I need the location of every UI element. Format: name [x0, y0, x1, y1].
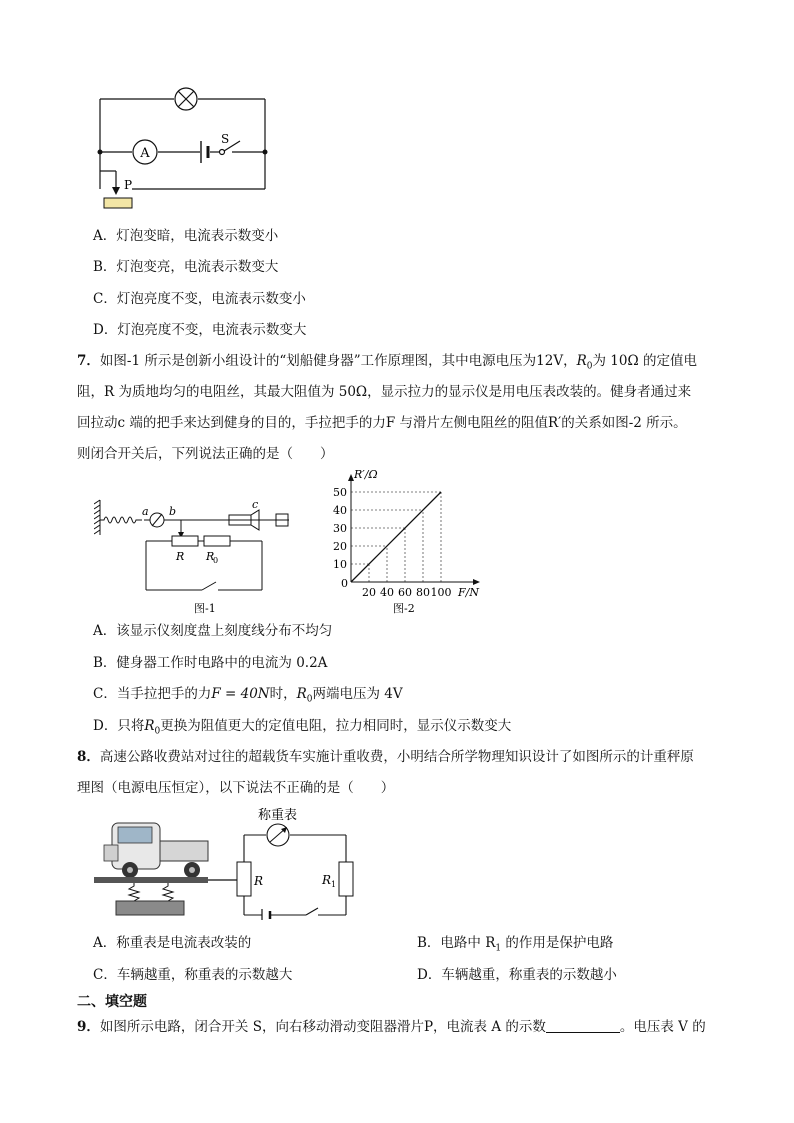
- label-r0: R: [206, 550, 215, 563]
- section-title: 二、填空题: [77, 994, 147, 1010]
- switch-symbol: [202, 582, 216, 590]
- label-a: a: [142, 505, 149, 518]
- q8-weighing-diagram: [94, 805, 364, 920]
- figure-1-caption: 图-1: [194, 602, 216, 615]
- label-r1-sub: 1: [331, 880, 337, 889]
- q7-figure-1: [94, 490, 300, 620]
- q7-stem-line4: 则闭合开关后，下列说法正确的是（ ）: [77, 446, 334, 462]
- y-tick-label: 30: [333, 522, 347, 535]
- q9-text: 如图所示电路，闭合开关 S，向右移动滑动变阻器滑片P，电流表 A 的示数: [99, 1019, 546, 1035]
- q9-number: 9．: [77, 1019, 100, 1035]
- q8-text: 高速公路收费站对过往的超载货车实施计重收费，小明结合所学物理知识设计了如图所示的计重秤原: [99, 749, 694, 765]
- spring-symbol: [100, 517, 142, 523]
- resistor-r-symbol: [172, 536, 198, 546]
- q7-text: 如图-1 所示是创新小组设计的“划船健身器”工作原理图，其中电源电压为12V，: [99, 353, 577, 369]
- q6-circuit-diagram: [90, 85, 280, 215]
- y-tick-label: 50: [333, 486, 347, 499]
- formula-f: F = 40N: [211, 686, 270, 702]
- q6-option-a: A．灯泡变暗，电流表示数变小: [93, 228, 279, 244]
- q7-option-a: A．该显示仪刻度盘上刻度线分布不均匀: [93, 623, 333, 639]
- label-c: c: [252, 498, 259, 511]
- q8-stem-line1: [77, 747, 694, 767]
- q7-option-d: D．只将$R_0$更换为阻值更大的定值电阻，拉力相同时，显示仪示数变大: [93, 718, 512, 737]
- q6-option-c: C．灯泡亮度不变，电流表示数变小: [93, 291, 306, 307]
- x-axis-label: F/N: [458, 586, 479, 599]
- label-r0-sub: 0: [213, 556, 219, 565]
- x-tick-label: 80: [416, 586, 430, 599]
- q8-option-b: B．电路中 $R_1$ 的作用是保护电路: [417, 935, 614, 954]
- weighing-meter-label: 称重表: [258, 808, 298, 823]
- q8-number: 8．: [77, 749, 100, 765]
- q8-option-c: C．车辆越重，称重表的示数越大: [93, 967, 293, 983]
- q7-stem-line2: 阻，R 为质地均匀的电阻丝，其最大阻值为 50Ω，显示拉力的显示仪是用电压表改装的。健身者通过来: [77, 384, 692, 400]
- x-tick-label: 60: [398, 586, 412, 599]
- q7-stem-line1: [77, 351, 697, 377]
- x-tick-label: 20: [362, 586, 376, 599]
- switch-symbol: [220, 132, 241, 155]
- q7-option-b: B．健身器工作时电路中的电流为 0.2A: [93, 655, 328, 671]
- x-axis-arrow-icon: [473, 579, 480, 585]
- q6-option-b: B．灯泡变亮，电流表示数变大: [93, 259, 279, 275]
- q7-number: 7．: [77, 353, 100, 369]
- q7-r0-sub: 0: [586, 361, 593, 372]
- q8-option-a: A．称重表是电流表改装的: [93, 935, 252, 951]
- q8-stem-line2: 理图（电源电压恒定），以下说法不正确的是（ ）: [77, 780, 395, 796]
- y-tick-label: 10: [333, 558, 347, 571]
- q6-option-d: D．灯泡亮度不变，电流表示数变大: [93, 322, 307, 338]
- label-r1: R: [322, 873, 332, 887]
- ammeter-label: A: [140, 146, 150, 161]
- truck-illustration: [104, 823, 208, 878]
- ammeter-symbol: [133, 140, 157, 164]
- q8-option-d: D．车辆越重，称重表的示数越小: [417, 967, 617, 983]
- chart-data-line: [351, 492, 441, 582]
- y-tick-label: 40: [333, 504, 347, 517]
- label-r: R: [254, 874, 264, 888]
- slider-arrow-icon: [112, 187, 120, 195]
- figure-2-caption: 图-2: [393, 602, 415, 615]
- q7-option-c: C．当手拉把手的力F = 40N时，$R_0$两端电压为 4V: [93, 686, 403, 705]
- origin-label: 0: [341, 577, 348, 590]
- lamp-symbol: [175, 88, 197, 110]
- q7-text: 为 10Ω 的定值电: [592, 353, 697, 369]
- resistor-r-symbol: [237, 862, 251, 896]
- q7-stem-line3: 回拉动c 端的把手来达到健身的目的，手拉把手的力F 与滑片左侧电阻丝的阻值R′的关系如图-2 所示。: [77, 415, 687, 431]
- q9-text: 。电压表 V 的: [619, 1019, 706, 1035]
- resistor-r0-symbol: [204, 536, 230, 546]
- answer-blank[interactable]: [546, 1018, 620, 1033]
- switch-label: S: [221, 132, 230, 146]
- x-tick-label: 100: [430, 586, 452, 599]
- junction-dot: [98, 150, 103, 155]
- resistor-r1-symbol: [339, 862, 353, 896]
- battery-symbol: [201, 141, 208, 163]
- y-axis-label: R′/Ω: [354, 468, 378, 481]
- rheostat-symbol: [104, 198, 132, 208]
- label-r: R: [176, 550, 185, 563]
- slider-label: P: [124, 178, 133, 192]
- label-b: b: [169, 505, 177, 518]
- q9-stem: [77, 1017, 706, 1037]
- x-tick-label: 40: [380, 586, 394, 599]
- y-tick-label: 20: [333, 540, 347, 553]
- junction-dot: [263, 150, 268, 155]
- q7-r0: R: [576, 353, 587, 369]
- q7-figure-2-chart: [318, 466, 488, 626]
